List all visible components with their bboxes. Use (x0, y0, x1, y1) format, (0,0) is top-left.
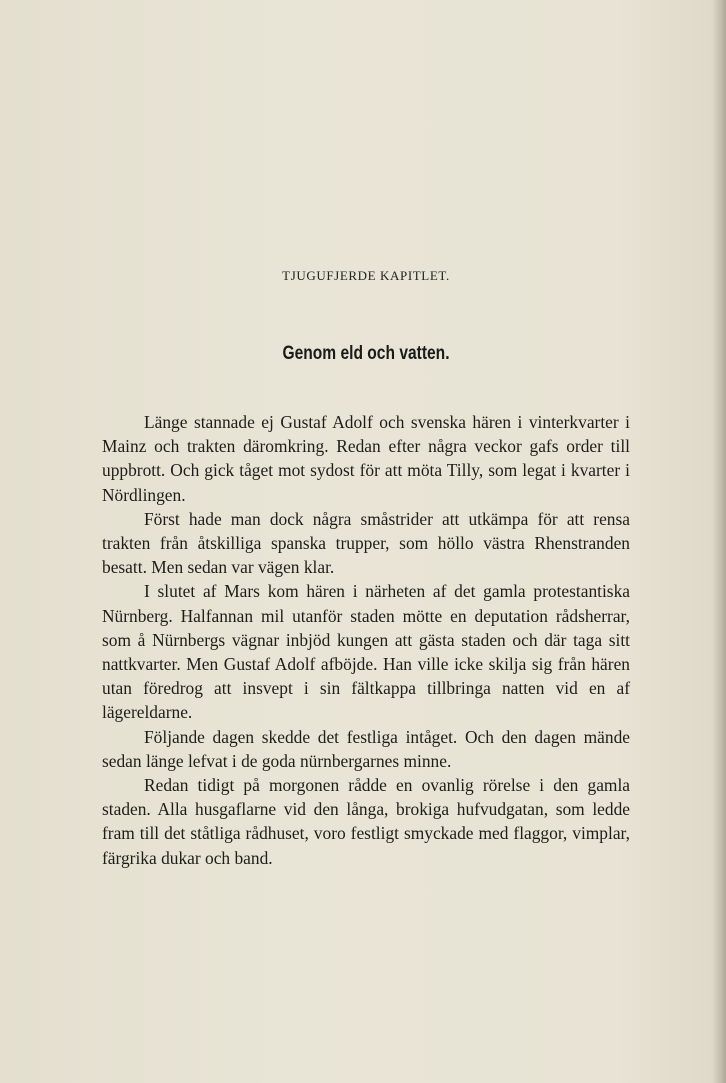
paragraph: Följande dagen skedde det festliga intåget. Och den dagen mände sedan länge lefvat i de goda nürnbergarnes minne. (102, 726, 630, 771)
page-edge-shadow (712, 0, 726, 1083)
chapter-heading: TJUGUFJERDE KAPITLET. (282, 268, 450, 283)
paragraph: Länge stannade ej Gustaf Adolf och svenska hären i vinterkvarter i Mainz och trakten däromkring. Redan efter några veckor gafs order till uppbrott. Och gick tåget mot sydost för att möta Tilly, som legat i kvarter i Nördlingen. (102, 412, 630, 505)
paragraph: Redan tidigt på morgonen rådde en ovanlig rörelse i den gamla staden. Alla husgaflarne vid den långa, brokiga hufvudgatan, som ledde fram till det ståtliga rådhuset, voro festligt smyckade med flaggor, vimplar, färgrika dukar och band. (102, 775, 630, 868)
chapter-body (102, 410, 630, 870)
paragraph: Först hade man dock några småstrider att utkämpa för att rensa trakten från åtskilliga spanska trupper, som höllo västra Rhenstranden besatt. Men sedan var vägen klar. (102, 508, 630, 578)
paragraph: I slutet af Mars kom hären i närheten af det gamla protestantiska Nürnberg. Halfannan mil utanför staden mötte en deputation rådsherrar, som å Nürnbergs vägnar inbjöd kungen att gästa staden och där taga sitt nattkvarter. Men Gustaf Adolf afböjde. Han ville icke skilja sig från hären utan föredrog att insvept i sin fältkappa tillbringa natten vid en af lägereldarne. (102, 581, 630, 723)
chapter-title: Genom eld och vatten. (282, 343, 450, 364)
